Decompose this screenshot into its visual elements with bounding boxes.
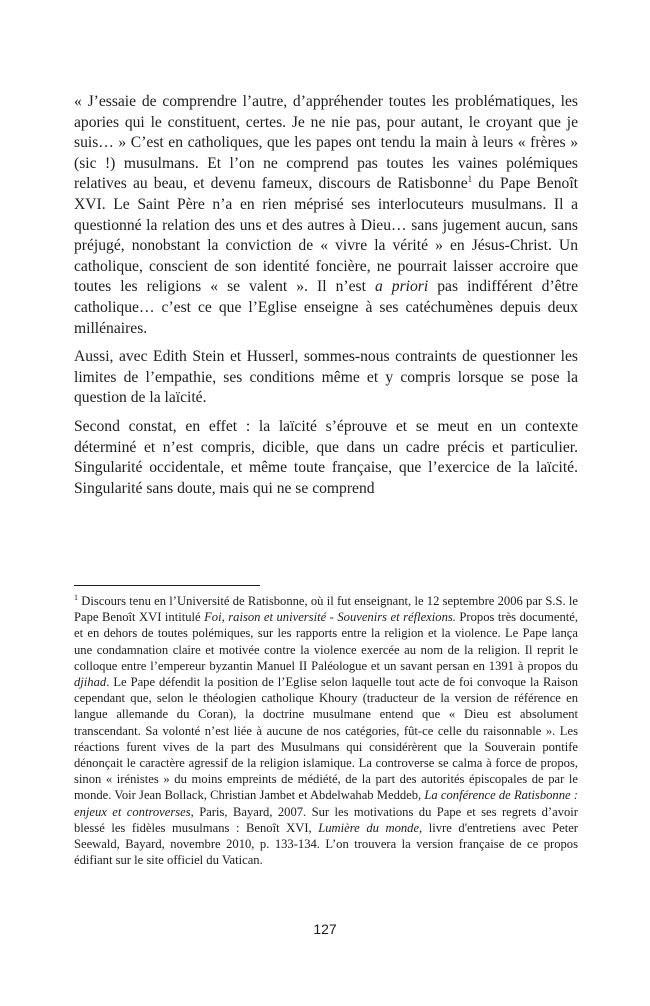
footnote-reference: 1 [467, 174, 473, 185]
footnote: $^1$ Discours tenu en l’Université de Ratisbonne, où il fut enseignant, le 12 septembre 2006 par S.S. le Pape Benoît XVI intitulé Foi, raison et université - Souvenirs et réflexions. Propos très documenté, et en dehors de toutes polémiques, sur les rapports entre la religion et la violence. Le Pape lança une condamnation claire et motivée contre la violence exercée au nom de la religion. Il reprit le colloque entre l’empereur byzantin Manuel II Paléologue et un savant persan en 1391 à propos du djihad. Le Pape défendit la position de l’Eglise selon laquelle tout acte de foi convoque la Raison cependant que, selon le théologien catholique Khoury (traducteur de la version de référence en langue allemande du Coran), la doctrine musulmane entend que « Dieu est absolument transcendant. Sa volonté n’est liée à aucune de nos catégories, fût-ce celle du raisonnable ». Les réactions furent vives de la part des Musulmans qui considérèrent que la Souverain pontife dénonçait le caractère agressif de la religion islamique. La controverse se calma à force de propos, sinon « irénistes » du moins empreints de médiété, de la part des autorités épiscopales de par le monde. Voir Jean Bollack, Christian Jambet et Abdelwahab Meddeb, La conférence de Ratisbonne : enjeux et controverses, Paris, Bayard, 2007. Sur les motivations du Pape et ses regrets d’avoir blessé les fidèles musulmans : Benoît XVI, Lumière du monde, livre d'entretiens avec Peter Seewald, Bayard, novembre 2010, p. 133-134. L’on trouvera la version française de ce propos édifiant sur le site officiel du Vatican. [74, 593, 578, 868]
paragraph-2: Aussi, avec Edith Stein et Husserl, sommes-nous contraints de questionner les limites de l’empathie, ses conditions même et y compris lorsque se pose la question de la laïcité. [74, 348, 578, 407]
main-text [74, 92, 578, 499]
footnote-marker: 1 [74, 593, 78, 602]
page-number: 127 [313, 921, 337, 937]
paragraph-3: Second constat, en effet : la laïcité s’éprouve et se meut en un contexte déterminé et n’est compris, dicible, que dans un cadre précis et particulier. Singularité occidentale, et même toute française, que l’exercice de la laïcité. Singularité sans doute, mais qui ne se comprend [74, 417, 578, 497]
paragraph-1: « J’essaie de comprendre l’autre, d’appréhender toutes les problématiques, les apories qui le constituent, certes. Je ne nie pas, pour autant, le croyant que je suis… » C’est en catholiques, que les papes ont tendu la main à leurs « frères » (sic !) musulmans. Et l’on ne comprend pas toutes les vaines polémiques relatives au beau, et devenu fameux, discours de Ratisbonne$^1$ du Pape Benoît XVI. Le Saint Père n’a en rien méprisé ses interlocuteurs musulmans. Il a questionné la relation des uns et des autres à Dieu… sans jugement aucun, sans préjugé, nonobstant la conviction de « vivre la vérité » en Jésus-Christ. Un catholique, conscient de son identité foncière, ne pourrait laisser accroire que toutes les religions « se valent ». Il n’est a priori pas indifférent d’être catholique… c’est ce que l’Eglise enseigne à ses catéchumènes depuis deux millénaires. [74, 93, 579, 337]
footnote-separator [74, 585, 260, 586]
